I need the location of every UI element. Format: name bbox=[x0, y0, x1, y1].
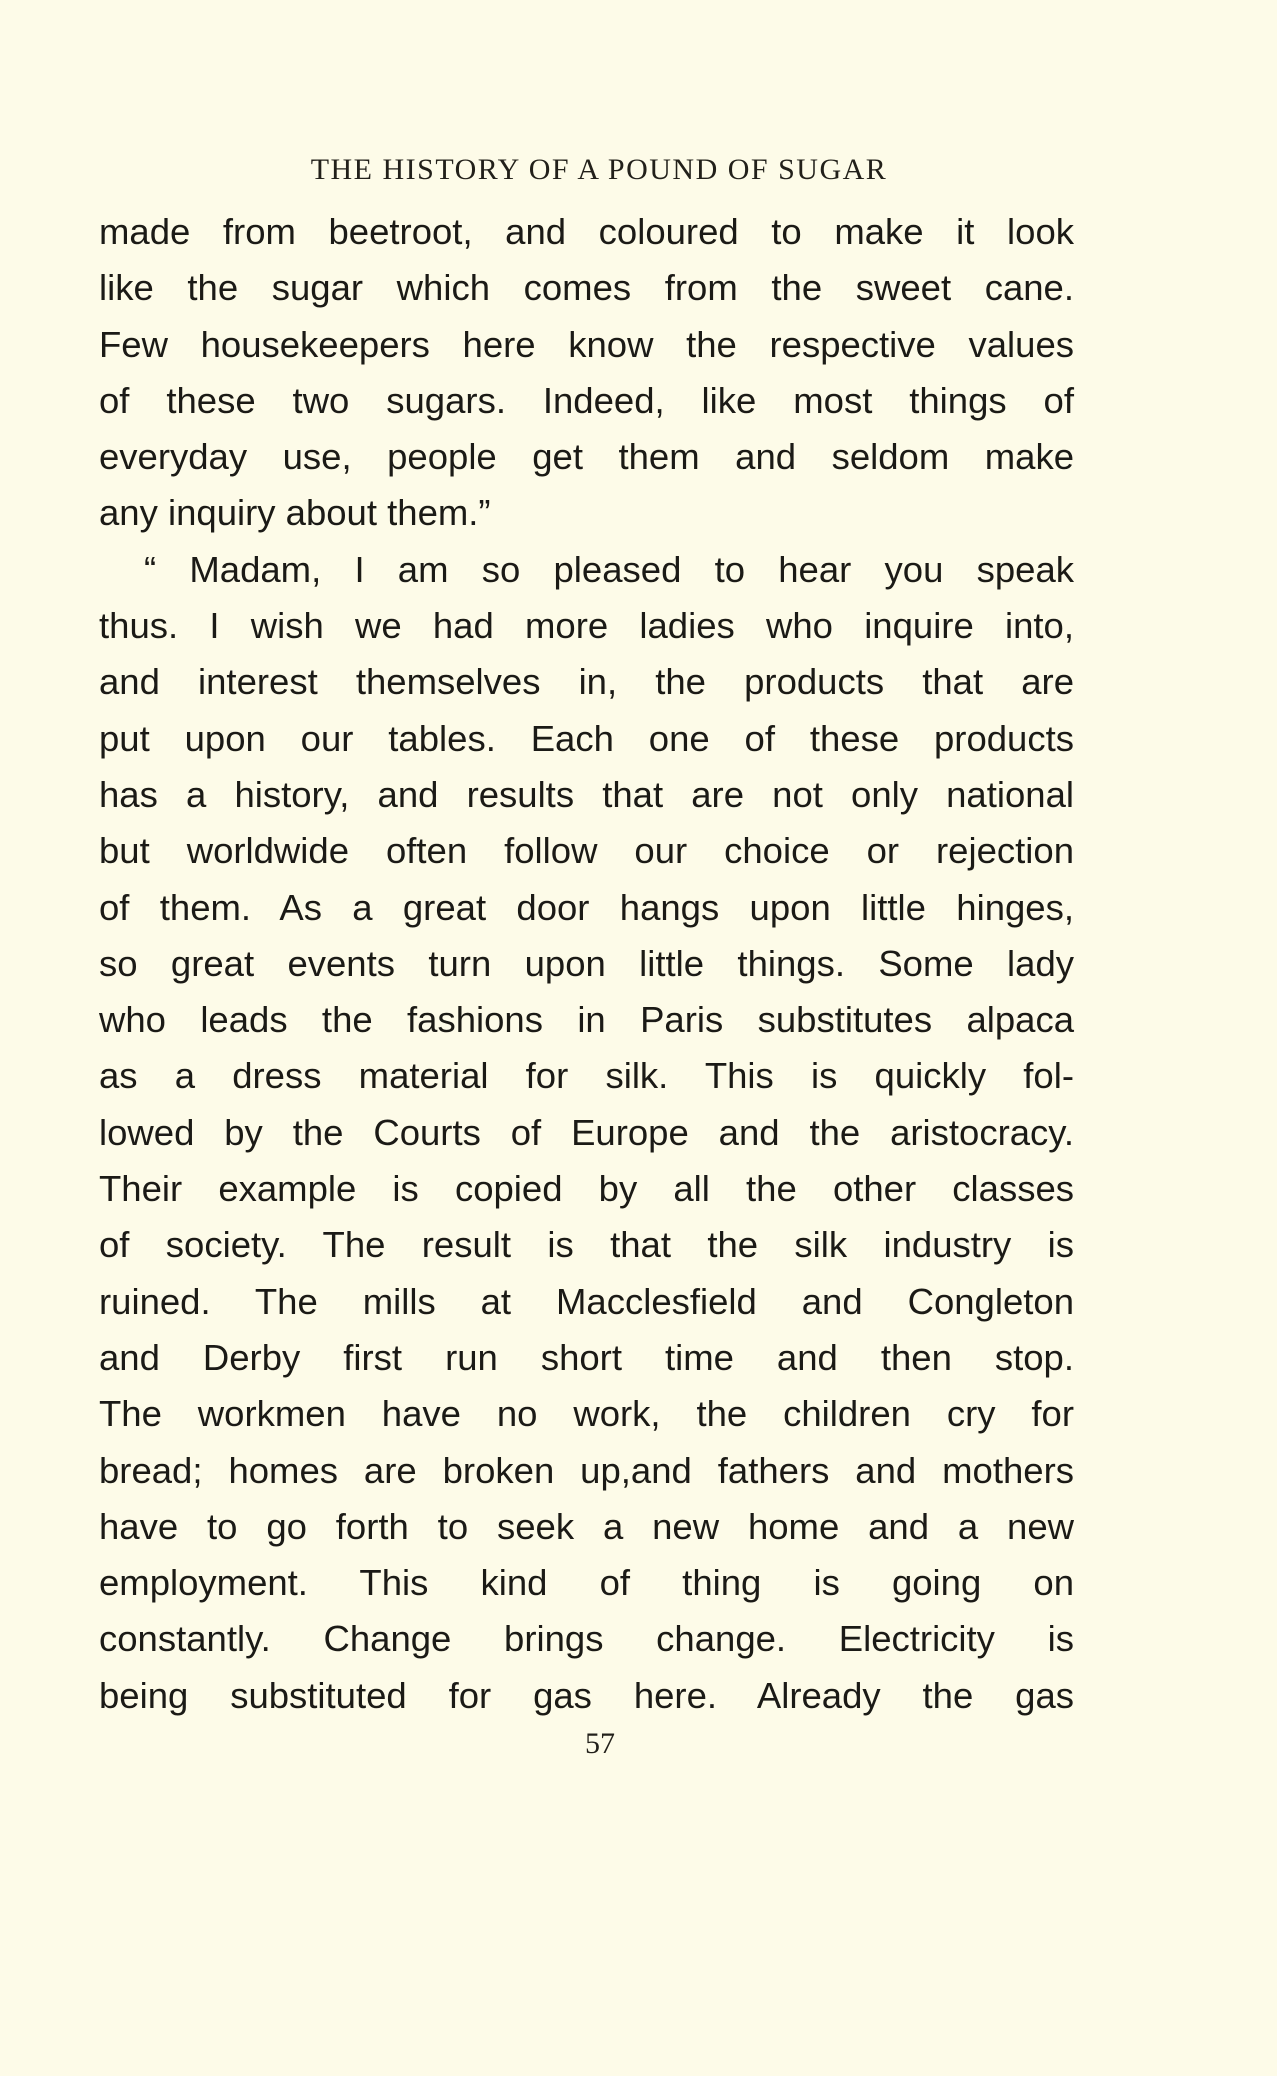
text-line: so great events turn upon little things. Some lady bbox=[99, 942, 1074, 984]
text-line: Few housekeepers here know the respective values bbox=[99, 323, 1074, 365]
text-line: of them. As a great door hangs upon little hinges, bbox=[99, 886, 1074, 928]
text-line: and Derby first run short time and then stop. bbox=[99, 1336, 1074, 1378]
text-line: have to go forth to seek a new home and a new bbox=[99, 1505, 1074, 1547]
page-number: 57 bbox=[585, 1727, 615, 1760]
text-line: made from beetroot, and coloured to make it look bbox=[99, 211, 1074, 252]
text-line: Their example is copied by all the other classes bbox=[99, 1168, 1074, 1210]
text-line: as a dress material for silk. This is quickly fol- bbox=[99, 1055, 1074, 1097]
text-line: bread; homes are broken up,and fathers and mothers bbox=[99, 1449, 1074, 1491]
text-line: any inquiry about them.” bbox=[99, 492, 491, 534]
text-line: ruined. The mills at Macclesfield and Congleton bbox=[99, 1280, 1074, 1322]
text-line: The workmen have no work, the children cry for bbox=[99, 1393, 1074, 1435]
text-line: being substituted for gas here. Already the gas bbox=[99, 1674, 1074, 1716]
text-line: everyday use, people get them and seldom make bbox=[99, 436, 1074, 478]
text-line: put upon our tables. Each one of these products bbox=[99, 717, 1074, 759]
text-line: and interest themselves in, the products that are bbox=[99, 661, 1074, 703]
text-line: thus. I wish we had more ladies who inquire into, bbox=[99, 605, 1074, 647]
text-line: like the sugar which comes from the sweet cane. bbox=[99, 267, 1074, 309]
text-line: lowed by the Courts of Europe and the aristocracy. bbox=[99, 1111, 1074, 1153]
text-line-paragraph-start: “ Madam, I am so pleased to hear you speak bbox=[144, 548, 1074, 590]
text-line: has a history, and results that are not only national bbox=[99, 773, 1074, 815]
body-text bbox=[99, 204, 1074, 1724]
text-line: but worldwide often follow our choice or rejection bbox=[99, 830, 1074, 872]
text-line: of these two sugars. Indeed, like most things of bbox=[99, 379, 1074, 421]
text-line: employment. This kind of thing is going on bbox=[99, 1562, 1074, 1604]
running-head: THE HISTORY OF A POUND OF SUGAR bbox=[310, 153, 888, 186]
text-line: constantly. Change brings change. Electricity is bbox=[99, 1618, 1074, 1660]
text-line: who leads the fashions in Paris substitutes alpaca bbox=[99, 999, 1074, 1041]
text-line: of society. The result is that the silk industry is bbox=[99, 1224, 1074, 1266]
